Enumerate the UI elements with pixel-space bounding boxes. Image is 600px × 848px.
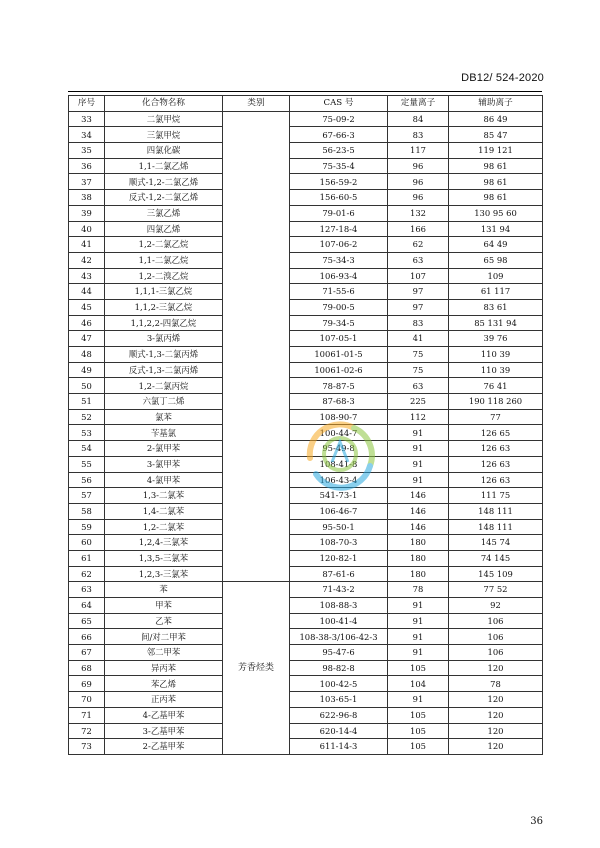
cell-aux-ion: 61 117 [449,284,543,300]
table-row [69,692,543,708]
table-row [69,362,543,378]
cell-aux-ion: 85 131 94 [449,315,543,331]
cell-quant-ion: 91 [388,456,449,472]
cell-category-blank [223,111,290,582]
cell-category-aromatic: 芳香烃类 [223,582,290,755]
cell-cas: 108-38-3/106-42-3 [290,629,388,645]
cell-compound: 反式-1,2-二氯乙烯 [105,190,223,206]
cell-compound: 1,2,4-三氯苯 [105,535,223,551]
cell-compound: 1,2-二氯苯 [105,519,223,535]
cell-compound: 邻二甲苯 [105,645,223,661]
cell-cas: 106-93-4 [290,268,388,284]
cell-compound: 1,1,2-三氯乙烷 [105,299,223,315]
col-header-quant-ion: 定量离子 [388,96,449,112]
cell-aux-ion: 120 [449,707,543,723]
cell-cas: 95-50-1 [290,519,388,535]
cell-aux-ion: 106 [449,645,543,661]
cell-cas: 107-05-1 [290,331,388,347]
col-header-cas: CAS 号 [290,96,388,112]
cell-aux-ion: 98 61 [449,190,543,206]
cell-aux-ion: 120 [449,723,543,739]
cell-cas: 620-14-4 [290,723,388,739]
cell-cas: 106-46-7 [290,503,388,519]
cell-cas: 75-09-2 [290,111,388,127]
cell-quant-ion: 105 [388,660,449,676]
cell-quant-ion: 180 [388,535,449,551]
cell-compound: 正丙苯 [105,692,223,708]
cell-index: 50 [69,378,105,394]
cell-cas: 100-44-7 [290,425,388,441]
cell-index: 67 [69,645,105,661]
cell-index: 64 [69,598,105,614]
cell-cas: 98-82-8 [290,660,388,676]
cell-index: 44 [69,284,105,300]
cell-compound: 4-氯甲苯 [105,472,223,488]
cell-quant-ion: 105 [388,707,449,723]
cell-compound: 间/对二甲苯 [105,629,223,645]
cell-quant-ion: 83 [388,127,449,143]
cell-aux-ion: 148 111 [449,519,543,535]
cell-quant-ion: 96 [388,190,449,206]
cell-cas: 75-34-3 [290,252,388,268]
cell-aux-ion: 86 49 [449,111,543,127]
cell-compound: 四氯化碳 [105,143,223,159]
cell-quant-ion: 146 [388,503,449,519]
cell-index: 54 [69,441,105,457]
table-row [69,331,543,347]
cell-cas: 71-43-2 [290,582,388,598]
table-row [69,143,543,159]
watermark-inner-mark [332,442,348,462]
cell-index: 38 [69,190,105,206]
cell-quant-ion: 132 [388,205,449,221]
cell-cas: 100-42-5 [290,676,388,692]
cell-quant-ion: 91 [388,692,449,708]
cell-quant-ion: 62 [388,237,449,253]
cell-compound: 苯乙烯 [105,676,223,692]
cell-quant-ion: 41 [388,331,449,347]
cell-cas: 127-18-4 [290,221,388,237]
cell-aux-ion: 39 76 [449,331,543,347]
col-header-compound: 化合物名称 [105,96,223,112]
cell-cas: 541-73-1 [290,488,388,504]
cell-index: 45 [69,299,105,315]
cell-compound: 苄基氯 [105,425,223,441]
cell-aux-ion: 145 109 [449,566,543,582]
cell-quant-ion: 63 [388,378,449,394]
cell-quant-ion: 75 [388,347,449,363]
cell-quant-ion: 63 [388,252,449,268]
table-row [69,190,543,206]
cell-cas: 100-41-4 [290,613,388,629]
cell-index: 66 [69,629,105,645]
cell-quant-ion: 91 [388,645,449,661]
cell-aux-ion: 145 74 [449,535,543,551]
cell-cas: 10061-02-6 [290,362,388,378]
col-header-index: 序号 [69,96,105,112]
table-row [69,503,543,519]
table-row [69,205,543,221]
cell-index: 49 [69,362,105,378]
cell-aux-ion: 190 118 260 [449,394,543,410]
cell-aux-ion: 109 [449,268,543,284]
cell-compound: 1,2,3-三氯苯 [105,566,223,582]
cell-compound: 六氯丁二烯 [105,394,223,410]
cell-index: 58 [69,503,105,519]
cell-aux-ion: 78 [449,676,543,692]
cell-index: 55 [69,456,105,472]
cell-compound: 1,1-二氯乙烯 [105,158,223,174]
cell-cas: 106-43-4 [290,472,388,488]
cell-compound: 氯苯 [105,409,223,425]
cell-quant-ion: 84 [388,111,449,127]
cell-quant-ion: 166 [388,221,449,237]
col-header-category: 类别 [223,96,290,112]
cell-quant-ion: 78 [388,582,449,598]
cell-quant-ion: 97 [388,299,449,315]
cell-cas: 120-82-1 [290,550,388,566]
table-row [69,378,543,394]
cell-compound: 2-乙基甲苯 [105,739,223,755]
table-row [69,111,543,127]
table-row [69,174,543,190]
cell-cas: 156-60-5 [290,190,388,206]
cell-aux-ion: 110 39 [449,347,543,363]
cell-compound: 1,1,2,2-四氯乙烷 [105,315,223,331]
cell-index: 51 [69,394,105,410]
cell-aux-ion: 77 [449,409,543,425]
cell-aux-ion: 130 95 60 [449,205,543,221]
cell-index: 69 [69,676,105,692]
table-row [69,739,543,755]
cell-aux-ion: 92 [449,598,543,614]
cell-index: 36 [69,158,105,174]
cell-aux-ion: 83 61 [449,299,543,315]
cell-index: 42 [69,252,105,268]
cell-compound: 3-氯丙烯 [105,331,223,347]
cell-aux-ion: 77 52 [449,582,543,598]
cell-cas: 79-34-5 [290,315,388,331]
cell-index: 52 [69,409,105,425]
cell-cas: 75-35-4 [290,158,388,174]
cell-aux-ion: 65 98 [449,252,543,268]
table-row [69,707,543,723]
table-row [69,676,543,692]
watermark-logo [296,414,386,494]
cell-aux-ion: 126 63 [449,456,543,472]
cell-quant-ion: 91 [388,441,449,457]
cell-compound: 1,3,5-三氯苯 [105,550,223,566]
cell-aux-ion: 110 39 [449,362,543,378]
cell-index: 70 [69,692,105,708]
table-row [69,582,543,598]
cell-aux-ion: 106 [449,613,543,629]
cell-cas: 78-87-5 [290,378,388,394]
cell-index: 33 [69,111,105,127]
cell-index: 62 [69,566,105,582]
cell-quant-ion: 75 [388,362,449,378]
cell-compound: 苯 [105,582,223,598]
cell-compound: 1,2-二氯乙烷 [105,237,223,253]
cell-cas: 108-70-3 [290,535,388,551]
cell-aux-ion: 106 [449,629,543,645]
cell-aux-ion: 76 41 [449,378,543,394]
cell-compound: 四氯乙烯 [105,221,223,237]
cell-quant-ion: 83 [388,315,449,331]
cell-compound: 反式-1,3-二氯丙烯 [105,362,223,378]
cell-compound: 3-氯甲苯 [105,456,223,472]
cell-index: 46 [69,315,105,331]
cell-quant-ion: 146 [388,519,449,535]
cell-index: 53 [69,425,105,441]
cell-compound: 甲苯 [105,598,223,614]
cell-quant-ion: 117 [388,143,449,159]
table-row [69,660,543,676]
cell-index: 48 [69,347,105,363]
cell-aux-ion: 120 [449,692,543,708]
cell-quant-ion: 105 [388,739,449,755]
cell-aux-ion: 98 61 [449,174,543,190]
cell-index: 57 [69,488,105,504]
table-row [69,237,543,253]
table-row [69,519,543,535]
cell-aux-ion: 98 61 [449,158,543,174]
table-row [69,629,543,645]
cell-index: 63 [69,582,105,598]
cell-cas: 87-68-3 [290,394,388,410]
cell-cas: 108-88-3 [290,598,388,614]
cell-compound: 乙苯 [105,613,223,629]
cell-aux-ion: 148 111 [449,503,543,519]
table-row [69,158,543,174]
cell-aux-ion: 120 [449,739,543,755]
table-row [69,566,543,582]
cell-aux-ion: 126 65 [449,425,543,441]
table-row [69,394,543,410]
cell-quant-ion: 107 [388,268,449,284]
cell-quant-ion: 105 [388,723,449,739]
cell-cas: 87-61-6 [290,566,388,582]
cell-cas: 107-06-2 [290,237,388,253]
cell-index: 41 [69,237,105,253]
table-header-row [69,96,543,112]
cell-quant-ion: 96 [388,174,449,190]
cell-aux-ion: 64 49 [449,237,543,253]
cell-index: 47 [69,331,105,347]
cell-compound: 1,3-二氯苯 [105,488,223,504]
cell-cas: 156-59-2 [290,174,388,190]
cell-index: 73 [69,739,105,755]
cell-cas: 108-41-8 [290,456,388,472]
table-row [69,252,543,268]
table-row [69,550,543,566]
cell-index: 56 [69,472,105,488]
cell-quant-ion: 91 [388,472,449,488]
cell-quant-ion: 180 [388,550,449,566]
cell-cas: 611-14-3 [290,739,388,755]
cell-cas: 103-65-1 [290,692,388,708]
table-row [69,127,543,143]
page-number: 36 [530,816,543,827]
cell-compound: 异丙苯 [105,660,223,676]
table-row [69,347,543,363]
cell-index: 37 [69,174,105,190]
cell-index: 68 [69,660,105,676]
cell-index: 72 [69,723,105,739]
document-id: DB12/ 524-2020 [461,72,544,84]
cell-aux-ion: 131 94 [449,221,543,237]
cell-index: 59 [69,519,105,535]
cell-quant-ion: 91 [388,613,449,629]
cell-index: 60 [69,535,105,551]
cell-aux-ion: 111 75 [449,488,543,504]
header-rule [68,91,542,92]
cell-aux-ion: 126 63 [449,472,543,488]
table-row [69,284,543,300]
table-row [69,723,543,739]
cell-compound: 三氯甲烷 [105,127,223,143]
cell-compound: 1,1,1-三氯乙烷 [105,284,223,300]
cell-aux-ion: 85 47 [449,127,543,143]
cell-cas: 10061-01-5 [290,347,388,363]
cell-quant-ion: 225 [388,394,449,410]
cell-aux-ion: 74 145 [449,550,543,566]
cell-cas: 56-23-5 [290,143,388,159]
cell-cas: 108-90-7 [290,409,388,425]
table-row [69,598,543,614]
cell-quant-ion: 96 [388,158,449,174]
cell-index: 39 [69,205,105,221]
cell-compound: 1,2-二溴乙烷 [105,268,223,284]
cell-compound: 3-乙基甲苯 [105,723,223,739]
cell-index: 34 [69,127,105,143]
cell-index: 71 [69,707,105,723]
cell-index: 40 [69,221,105,237]
cell-cas: 79-00-5 [290,299,388,315]
cell-quant-ion: 91 [388,598,449,614]
cell-compound: 4-乙基甲苯 [105,707,223,723]
cell-compound: 二氯甲烷 [105,111,223,127]
cell-index: 61 [69,550,105,566]
cell-quant-ion: 97 [388,284,449,300]
cell-compound: 1,4-二氯苯 [105,503,223,519]
cell-quant-ion: 91 [388,629,449,645]
table-row [69,535,543,551]
cell-compound: 三氯乙烯 [105,205,223,221]
table-row [69,645,543,661]
table-row [69,315,543,331]
cell-index: 43 [69,268,105,284]
cell-compound: 2-氯甲苯 [105,441,223,457]
cell-cas: 95-49-8 [290,441,388,457]
table-row [69,613,543,629]
table-row [69,221,543,237]
cell-index: 35 [69,143,105,159]
cell-cas: 95-47-6 [290,645,388,661]
cell-quant-ion: 104 [388,676,449,692]
cell-compound: 1,2-二氯丙烷 [105,378,223,394]
table-row [69,268,543,284]
cell-compound: 顺式-1,3-二氯丙烯 [105,347,223,363]
cell-compound: 顺式-1,2-二氯乙烯 [105,174,223,190]
cell-cas: 67-66-3 [290,127,388,143]
cell-compound: 1,1-二氯乙烷 [105,252,223,268]
cell-cas: 71-55-6 [290,284,388,300]
table-row [69,299,543,315]
cell-cas: 622-96-8 [290,707,388,723]
cell-aux-ion: 119 121 [449,143,543,159]
cell-quant-ion: 180 [388,566,449,582]
cell-aux-ion: 120 [449,660,543,676]
cell-quant-ion: 91 [388,425,449,441]
cell-cas: 79-01-6 [290,205,388,221]
cell-index: 65 [69,613,105,629]
cell-aux-ion: 126 63 [449,441,543,457]
col-header-aux-ion: 辅助离子 [449,96,543,112]
cell-quant-ion: 112 [388,409,449,425]
cell-quant-ion: 146 [388,488,449,504]
